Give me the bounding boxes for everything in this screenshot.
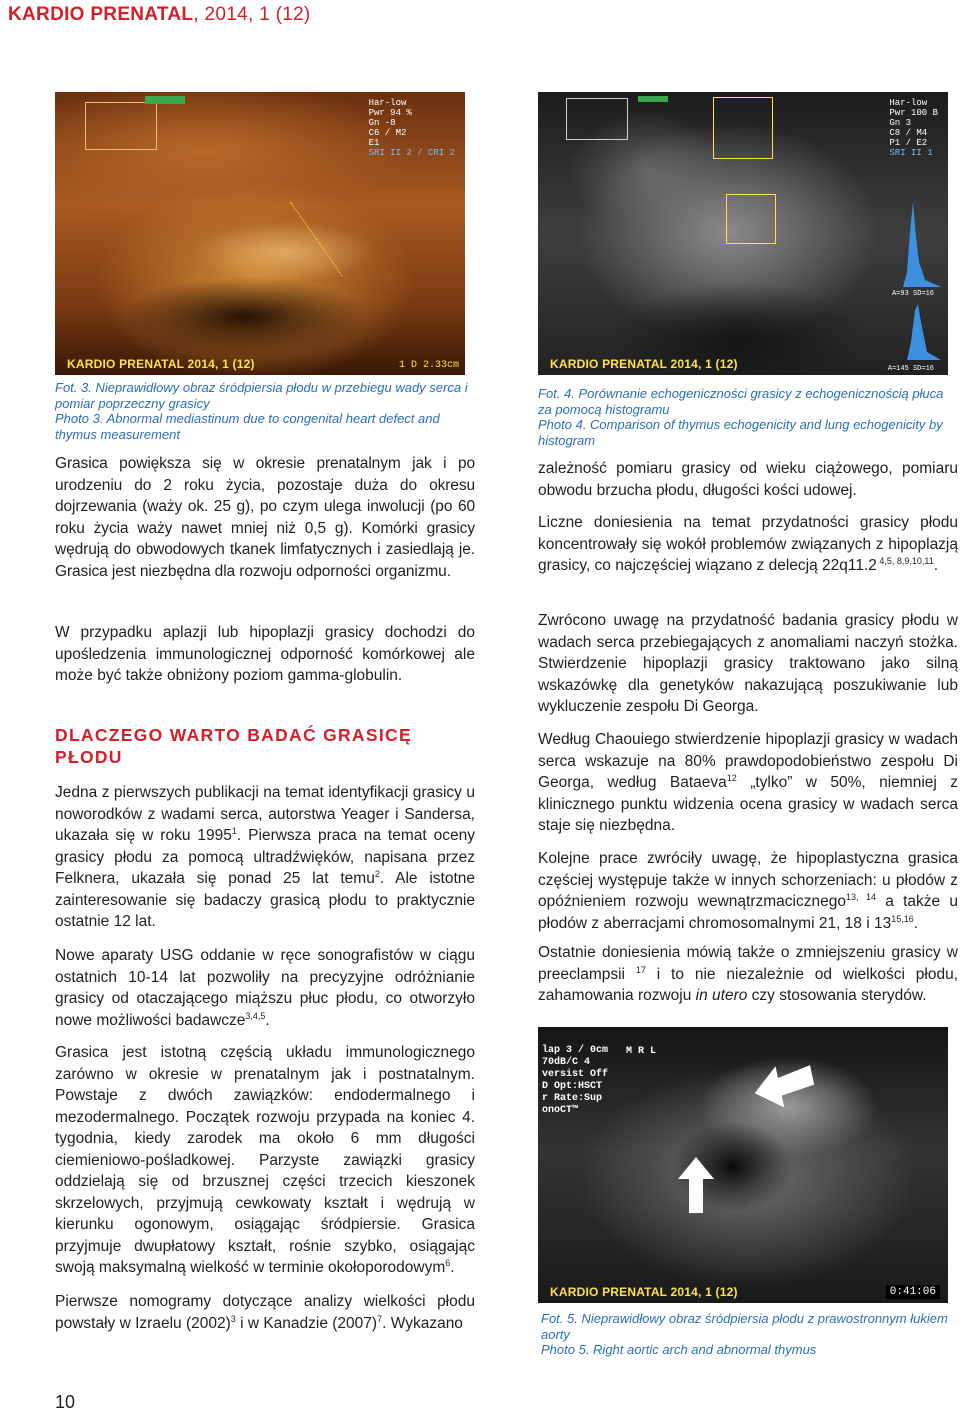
journal-name: KARDIO PRENATAL bbox=[8, 4, 194, 25]
overlay-line: SRI II 1 bbox=[889, 148, 933, 158]
paragraph: Kolejne prace zwróciły uwagę, że hipoplastyczna grasica częściej występuje także w innych schorzeniach: u płodów z opóźnieniem rozwoju wewnątrzmacicznego$^{13, 14}$ a także u płodów z aberracjami chromosomalnymi 21, 18 i 13$^{15,16}$. bbox=[538, 850, 958, 932]
page-number: 10 bbox=[55, 1392, 76, 1412]
citation: 1 bbox=[231, 825, 237, 836]
caption-english: Photo 3. Abnormal mediastinum due to congenital heart defect and thymus measurement bbox=[55, 411, 440, 442]
overlay-line: onoCT™ bbox=[542, 1105, 579, 1116]
figure-4-caption bbox=[538, 386, 958, 448]
overlay-line: Gn -8 bbox=[368, 118, 396, 128]
paragraph: Nowe aparaty USG oddanie w ręce sonografistów w ciągu ostatnich 10-14 lat pozwoliły na precyzyjne odróżnianie grasicy od otaczającego miąższu płuc płodu, co otworzyło nowe możliwości badawcze$^{3,4,5}$. bbox=[55, 947, 475, 1029]
time-readout: 0:41:06 bbox=[886, 1285, 940, 1299]
paragraph: Zwrócono uwagę na przydatność badania grasicy płodu w wadach serca przebiegających z anomaliami naczyń stożka. Stwierdzenie hipoplazji grasicy traktowano jako silną wskazówkę dla genetyków nakazującą poszukiwanie lub wykluczenie zespołu Di Georga. bbox=[538, 612, 958, 715]
citation: 2 bbox=[374, 868, 380, 879]
overlay-line: P1 / E2 bbox=[889, 138, 928, 148]
overlay-line: C6 / M2 bbox=[368, 128, 407, 138]
overlay-line: r Rate:Sup bbox=[542, 1093, 603, 1104]
paragraph: Jedna z pierwszych publikacji na temat identyfikacji grasicy u noworodków z wadami serca, autorstwa Yeager i Sandersa, ukazała się w roku 1995$^1$. Pierwsza praca na temat oceny grasicy płodu za pomocą ultradźwięków, napisana przez Felknera, ukazała się ponad 25 lat temu$^2$. Ale istotne zainteresowanie się badaczy grasicą płodu to praktycznie ostatnie 12 lat. bbox=[55, 784, 476, 930]
overlay-line: lap 3 / 0cm bbox=[542, 1045, 609, 1056]
figure-3-caption bbox=[55, 380, 475, 442]
journal-issue: , 2014, 1 (12) bbox=[193, 4, 311, 25]
overlay-line: C8 / M4 bbox=[889, 128, 928, 138]
image-watermark: KARDIO PRENATAL 2014, 1 (12) bbox=[550, 1285, 738, 1299]
distance-readout: 1 D 2.33cm bbox=[398, 360, 459, 371]
caption-polish: Fot. 3. Nieprawidłowy obraz śródpiersia płodu w przebiegu wady serca i pomiar poprzeczny grasicy bbox=[55, 380, 468, 411]
running-header bbox=[8, 4, 311, 26]
paragraph: Grasica powiększa się w okresie prenatalnym jak i po urodzeniu do 2 roku życia, pozostaje duża do okresu dojrzewania (waży ok. 25 g), po czym ulega inwolucji (po 60 roku życia waży nawet mniej niż 0,5 g). Komórki grasicy wędrują do obwodowych tkanek limfatycznych i zasiedlają je. Grasica jest niezbędna dla rozwoju odporności organizmu. bbox=[55, 455, 475, 580]
section-heading: DLACZEGO WARTO BADAĆ GRASICĘ PŁODU bbox=[55, 725, 412, 767]
overlay-line: Har-low bbox=[889, 98, 928, 108]
overlay-orientation: M R L bbox=[626, 1046, 657, 1057]
arrow-icon bbox=[676, 1155, 716, 1215]
citation: 3,4,5 bbox=[245, 1010, 266, 1021]
ultrasound-image-fig4 bbox=[538, 92, 948, 375]
paragraph: Ostatnie doniesienia mówią także o zmniejszeniu grasicy w preeclampsii $^{17}$ i to nie niezależnie od wielkości płodu, zahamowania rozwoju in utero czy stosowania sterydów. bbox=[538, 944, 958, 1004]
overlay-line: E1 bbox=[368, 138, 380, 148]
overlay-line: Pwr 100 B bbox=[889, 108, 938, 118]
overlay-line: versist Off bbox=[542, 1069, 609, 1080]
paragraph: Według Chaouiego stwierdzenie hipoplazji grasicy w wadach serca wskazuje na 80% prawdopodobieństwo zespołu Di Georga, według Bataeva$^{12}$ „tylko” w 50%, niemniej z klinicznego punktu widzenia ocena grasicy w wadach serca staje się niezbędna. bbox=[538, 731, 958, 834]
citation: 7 bbox=[377, 1313, 383, 1324]
figure-5-caption bbox=[541, 1311, 960, 1358]
overlay-line: D Opt:HSCT bbox=[542, 1081, 603, 1092]
ultrasound-image-fig3 bbox=[55, 92, 465, 375]
caption-english: Photo 5. Right aortic arch and abnormal thymus bbox=[541, 1342, 817, 1357]
citation: 15,16 bbox=[891, 913, 914, 924]
caption-english: Photo 4. Comparison of thymus echogenicity and lung echogenicity by histogram bbox=[538, 417, 943, 448]
ultrasound-image-fig5 bbox=[538, 1027, 948, 1303]
overlay-line: SRI II 2 / CRI 2 bbox=[368, 148, 455, 158]
arrow-icon bbox=[750, 1057, 820, 1107]
histogram-stats-lung: A=93 SD=16 bbox=[891, 290, 934, 298]
citation: 13, 14 bbox=[845, 891, 876, 902]
paragraph: zależność pomiaru grasicy od wieku ciążowego, pomiaru obwodu brzucha płodu, długości kości udowej. bbox=[538, 460, 958, 499]
caption-polish: Fot. 4. Porównanie echogeniczności grasicy z echogenicznością płuca za pomocą histogramu bbox=[538, 386, 944, 417]
image-watermark: KARDIO PRENATAL 2014, 1 (12) bbox=[550, 357, 738, 371]
citation: 3 bbox=[230, 1313, 236, 1324]
histogram-stats-thymus: A=145 SD=16 bbox=[887, 365, 934, 373]
histogram-graph bbox=[883, 192, 945, 372]
paragraph: W przypadku aplazji lub hipoplazji grasicy dochodzi do upośledzenia immunologicznej odporność komórkowej ale może być także obniżony poziom gamma-globulin. bbox=[55, 624, 475, 684]
citation: 12 bbox=[726, 772, 737, 783]
paragraph: Liczne doniesienia na temat przydatności grasicy płodu koncentrowały się wokół problemów związanych z hipoplazją grasicy, co najczęściej wiązano z delecją 22q11.2 $^{4,5, 8,9,10,11}$. bbox=[538, 514, 958, 574]
caption-polish: Fot. 5. Nieprawidłowy obraz śródpiersia płodu z prawostronnym łukiem aorty bbox=[541, 1311, 948, 1342]
citation: 6 bbox=[445, 1257, 451, 1268]
paragraph: Pierwsze nomogramy dotyczące analizy wielkości płodu powstały w Izraelu $(2002)^3$ i w Kanadzie $(2007)^7$. Wykazano bbox=[55, 1293, 475, 1332]
citation: 17 bbox=[635, 964, 646, 975]
overlay-line: Pwr 94 % bbox=[368, 108, 412, 118]
paragraph: Grasica jest istotną częścią układu immunologicznego zarówno w okresie w prenatalnym jak i postnatalnym. Powstaje z dwóch zawiązków: endodermalnego i mezodermalnego. Początek rozwoju przypada na koniec 4. tygodnia, kiedy zarodek ma około 6 mm długości ciemieniowo-pośladkowej. Parzyste zawiązki grasicy oddzielają się od brzusznej części trzecich kieszonek skrzelowych, przyjmują cewkowaty kształt i wędrują w kierunku ogonowym, osiągając śródpiersie. Grasica przyjmuje dwupłatowy kształt, rośnie szybko, osiągając swoją maksymalną wielkość w terminie okołoporodowym$^6$. bbox=[55, 1044, 475, 1276]
overlay-line: Gn 3 bbox=[889, 118, 911, 128]
overlay-line: Har-low bbox=[368, 98, 407, 108]
citation: 4,5, 8,9,10,11 bbox=[876, 555, 934, 566]
overlay-line: 70dB/C 4 bbox=[542, 1057, 591, 1068]
image-watermark: KARDIO PRENATAL 2014, 1 (12) bbox=[67, 357, 255, 371]
